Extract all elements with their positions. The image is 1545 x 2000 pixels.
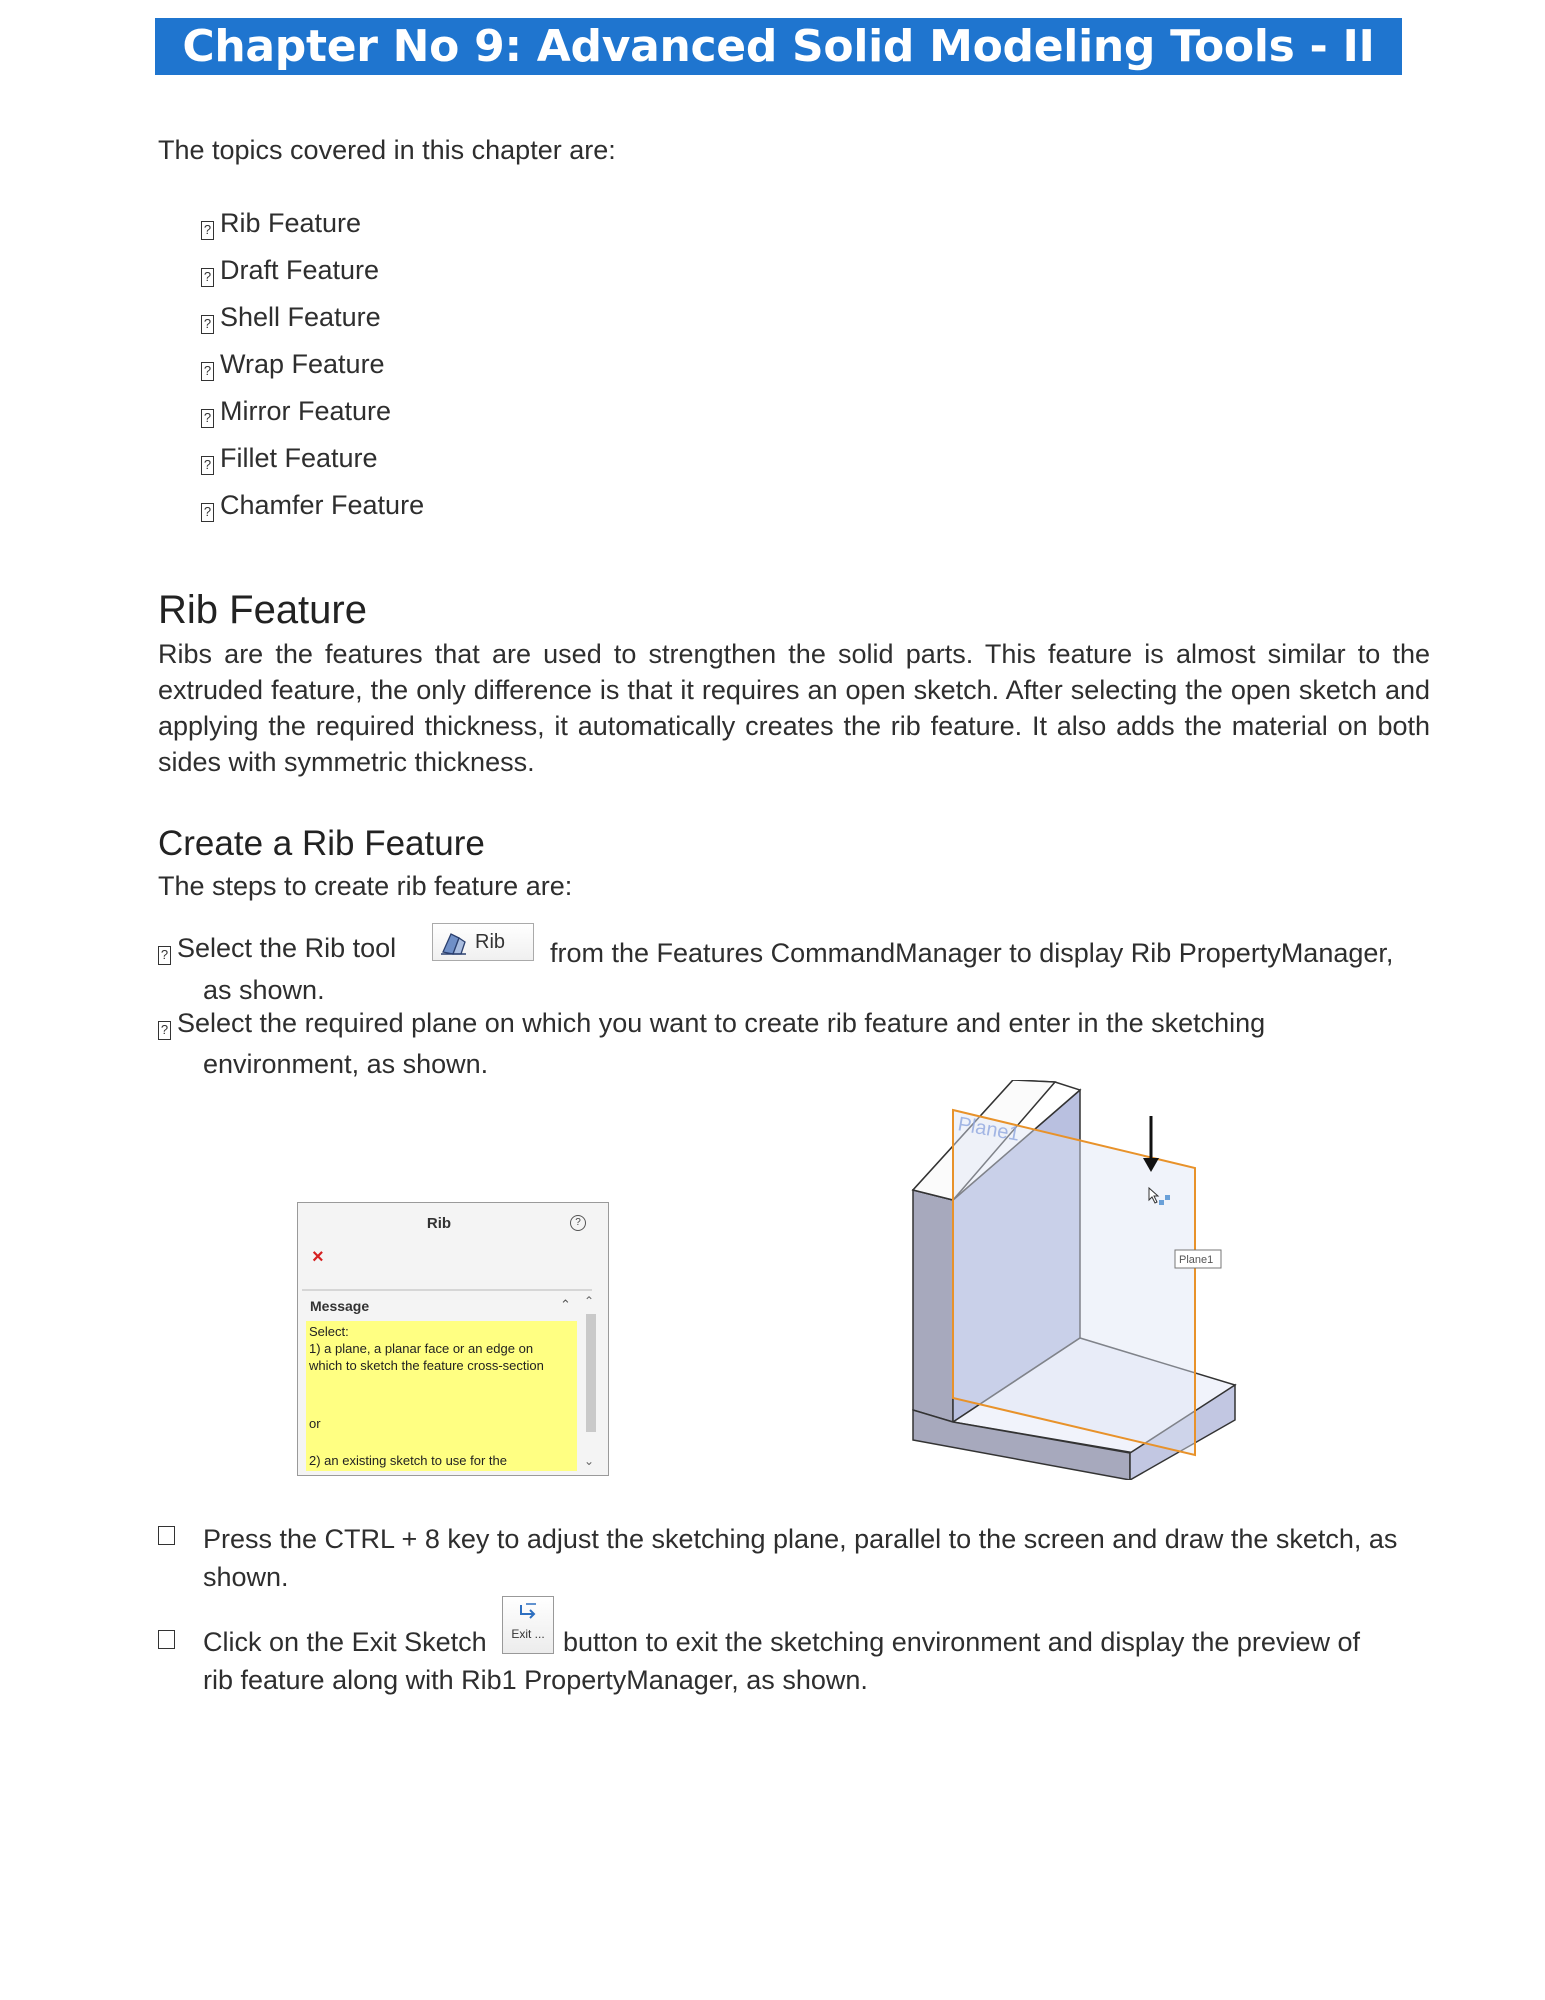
step-1-text-after: from the Features CommandManager to display Rib PropertyManager, [550, 938, 1394, 968]
scrollbar[interactable] [580, 1294, 600, 1474]
divider [302, 1289, 592, 1291]
checkbox-bullet-icon [158, 1630, 175, 1649]
step-2-text: ? Select the required plane on which you want to create rib feature and enter in the sketching [158, 1005, 1265, 1041]
exit-sketch-label: Exit ... [511, 1627, 545, 1641]
exit-sketch-button[interactable] [502, 1596, 554, 1654]
cursor-plane-icon [1165, 1195, 1170, 1200]
topics-list [201, 200, 424, 529]
checkbox-bullet-icon [158, 1526, 175, 1545]
step-4-text: Click on the Exit Sketch [203, 1627, 487, 1657]
topics-intro: The topics covered in this chapter are: [158, 135, 616, 165]
rib-model-figure [905, 1080, 1265, 1480]
missing-glyph-icon: ? [201, 362, 214, 381]
message-line: 2) an existing sketch to use for the [309, 1453, 507, 1468]
missing-glyph-icon: ? [201, 315, 214, 334]
step-3-text: Press the CTRL + 8 key to adjust the sketching plane, parallel to the screen and draw the sketch, as shown. [203, 1524, 1398, 1592]
step-2-text-cont: environment, as shown. [203, 1049, 489, 1079]
missing-glyph-icon: ? [158, 946, 171, 965]
help-icon[interactable]: ? [570, 1215, 586, 1231]
rib-property-manager [297, 1202, 609, 1476]
rib-icon [439, 930, 469, 956]
missing-glyph-icon: ? [201, 221, 214, 240]
close-icon[interactable]: × [312, 1246, 324, 1268]
rib-feature-paragraph: Ribs are the features that are used to strengthen the solid parts. This feature is almost similar to the extruded feature, the only difference is that it requires an open sketch. After selecting the open sketch and applying the required thickness, it automatically creates the rib feature. It also adds the material on both sides with symmetric thickness. [158, 639, 1430, 777]
missing-glyph-icon: ? [201, 503, 214, 522]
panel-title: Rib [426, 1215, 452, 1232]
list-item: ? Rib Feature [201, 200, 424, 247]
rib-tool-label: Rib [475, 931, 506, 953]
message-box [306, 1321, 577, 1471]
missing-glyph-icon: ? [201, 409, 214, 428]
list-item: ? Fillet Feature [201, 435, 424, 482]
scroll-up-icon[interactable]: ⌃ [584, 1294, 595, 1308]
rib-feature-heading: Rib Feature [158, 588, 367, 632]
missing-glyph-icon: ? [201, 268, 214, 287]
chevron-up-icon[interactable]: ⌃ [560, 1297, 571, 1312]
message-line: Select: [309, 1324, 349, 1339]
create-rib-heading: Create a Rib Feature [158, 824, 485, 863]
message-line: 1) a plane, a planar face or an edge on [309, 1341, 534, 1356]
exit-sketch-icon [518, 1602, 540, 1622]
step-1-text: ? Select the Rib tool [158, 930, 396, 966]
missing-glyph-icon: ? [158, 1021, 171, 1040]
list-item: ? Mirror Feature [201, 388, 424, 435]
sketch-plane [953, 1110, 1195, 1455]
list-item: ? Draft Feature [201, 247, 424, 294]
chapter-title-banner: Chapter No 9: Advanced Solid Modeling Tools - II [155, 18, 1402, 75]
rib-tool-button[interactable] [432, 923, 534, 961]
step-4-text-cont: rib feature along with Rib1 PropertyManager, as shown. [203, 1665, 868, 1695]
message-line: or [309, 1416, 321, 1431]
list-item: ? Shell Feature [201, 294, 424, 341]
scroll-thumb[interactable] [586, 1314, 596, 1432]
missing-glyph-icon: ? [201, 456, 214, 475]
cursor-plane-icon [1159, 1200, 1164, 1205]
message-section-title: Message [310, 1298, 370, 1314]
step-1-text-cont: as shown. [203, 975, 325, 1005]
model-wall-front [913, 1190, 953, 1422]
plane-tag: Plane1 [1179, 1254, 1214, 1266]
list-item: ? Wrap Feature [201, 341, 424, 388]
plane-label: Plane1 [956, 1113, 1022, 1146]
message-line: which to sketch the feature cross-section [309, 1358, 544, 1373]
step-4-text-after: button to exit the sketching environment and display the preview of [563, 1627, 1360, 1657]
list-item: ? Chamfer Feature [201, 482, 424, 529]
scroll-down-icon[interactable]: ⌄ [584, 1454, 595, 1468]
steps-intro: The steps to create rib feature are: [158, 871, 573, 901]
